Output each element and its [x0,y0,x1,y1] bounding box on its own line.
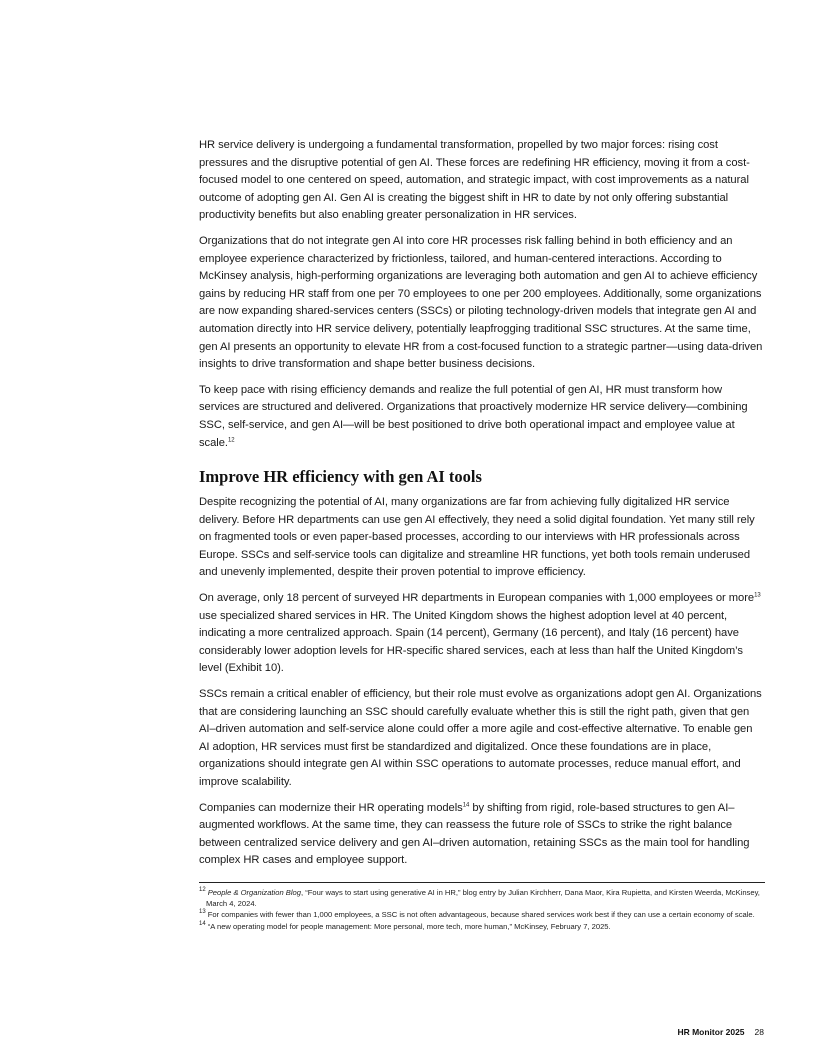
footnote-ref-14: 14 [462,801,470,808]
main-content [199,137,765,878]
page-number: 28 [754,1027,764,1037]
footnote-13: $^{13}$ For companies with fewer than 1,000 employees, a SSC is not often advantageous, because shared services work best if they can use a certain economy of scale. [199,909,755,919]
section-paragraph-4: Companies can modernize their HR operating models$^{14}$ by shifting from rigid, role-based structures to gen AI–augmented workflows. At the same time, they can reassess the future role of SSCs to strike the right balance between centralized service delivery and gen AI–driven automation, retaining SSCs as the main tool for handling complex HR cases and employee support. [199,801,750,867]
intro-paragraph-2: Organizations that do not integrate gen AI into core HR processes risk falling behind in both efficiency and an employee experience characterized by frictionless, tailored, and human-centered interactions. According to McKinsey analysis, high-performing organizations are leveraging both automation and gen AI to achieve efficiency gains by reducing HR staff from one per 70 employees to one per 200 employees. Additionally, some organizations are now expanding shared-services centers (SSCs) or piloting technology-driven models that integrate gen AI and automation directly into HR service delivery, potentially leapfrogging traditional SSC structures. At the same time, gen AI presents an opportunity to elevate HR from a cost-focused function to a strategic partner—using data-driven insights to drive transformation and shape better business decisions. [199,234,763,371]
section-paragraph-2: On average, only 18 percent of surveyed HR departments in European companies with 1,000 employees or more$^{13}$ use specialized shared services in HR. The United Kingdom shows the highest adoption level at 40 percent, indicating a more centralized approach. Spain (14 percent), Germany (16 percent), and Italy (16 percent) have considerably lower adoption levels for HR-specific shared services, each at less than half the United Kingdom’s level (Exhibit 10). [199,592,761,675]
footnote-ref-12: 12 [227,436,235,443]
footnotes [199,888,765,933]
intro-paragraph-1: HR service delivery is undergoing a fundamental transformation, propelled by two major forces: rising cost pressures and the disruptive potential of gen AI. These forces are redefining HR efficiency, moving it from a cost-focused model to one centered on speed, automation, and strategic impact, with cost improvements as a natural outcome of adopting gen AI. Gen AI is creating the biggest shift in HR to date by not only offering substantial productivity benefits but also enabling greater personalization in HR services. [199,139,750,222]
section-heading: Improve HR efficiency with gen AI tools [199,467,482,487]
footnote-12: $^{12}$ People & Organization Blog, “Four ways to start using generative AI in HR,” blog entry by Julian Kirchherr, Dana Maor, Kira Rupietta, and Kirsten Weerda, McKinsey, March 4, 2024. [199,887,760,908]
section-paragraph-3: SSCs remain a critical enabler of efficiency, but their role must evolve as organizations adopt gen AI. Organizations that are considering launching an SSC should carefully evaluate whether this is still the right path, given that gen AI–driven automation and self-service alone could offer a more agile and cost-effective alternative. To enable gen AI adoption, HR services must first be standardized and digitalized. Once these foundations are in place, organizations should integrate gen AI within SSC operations to automate processes, reduce manual effort, and improve scalability. [199,688,762,788]
footnote-ref-13: 13 [754,592,761,599]
intro-paragraph-3: To keep pace with rising efficiency demands and realize the full potential of gen AI, HR must transform how services are structured and delivered. Organizations that proactively modernize HR service delivery—combining SSC, self-service, and gen AI—will be best positioned to drive both operational impact and employee value at scale.$^{12}$ [199,383,748,449]
publication-title: HR Monitor 2025 [677,1027,745,1037]
section-paragraph-1: Despite recognizing the potential of AI, many organizations are far from achieving fully digitalized HR service delivery. Before HR departments can use gen AI effectively, they need a solid digital foundation. Yet many still rely on fragmented tools or even paper-based processes, according to our interviews with HR professionals across Europe. SSCs and self-service tools can digitalize and streamline HR functions, yet both tools remain underused and unevenly implemented, despite their proven potential to improve efficiency. [199,496,755,579]
page-footer [677,1027,764,1037]
footnote-14: $^{14}$ “A new operating model for people management: More personal, more tech, more human,” McKinsey, February 7, 2025. [199,920,611,931]
footnote-divider [199,882,765,883]
